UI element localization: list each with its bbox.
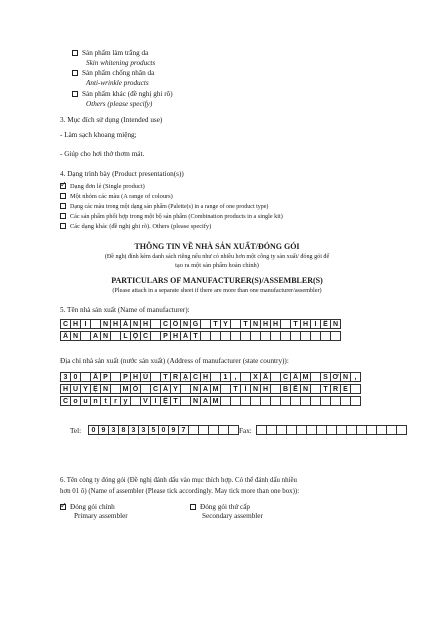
presentation-option-3-label: Dạng các màu trong một dạng sản phẩm (Palette(s) in a range of one product type) xyxy=(70,204,269,210)
assembler-option-secondary xyxy=(190,503,250,511)
char-cell[interactable]: Ỉ xyxy=(240,384,251,394)
char-cell[interactable]: N xyxy=(180,319,191,329)
section6-heading-2: hơn 01 ô) (Name of assembler (Please tick accordingly. May tick more than one box)): xyxy=(60,488,300,495)
char-cell[interactable]: H xyxy=(300,319,311,329)
manufacturer-title-vi: THÔNG TIN VỀ NHÀ SẢN XUẤT/ĐÓNG GÓI xyxy=(134,242,300,251)
char-cell[interactable]: N xyxy=(250,319,261,329)
char-cell[interactable]: N xyxy=(250,384,261,394)
char-cell[interactable]: P xyxy=(120,372,131,382)
secondary-assembler-vi: Đóng gói thứ cấp xyxy=(200,503,251,511)
char-cell[interactable]: T xyxy=(320,384,331,394)
char-cell[interactable]: R xyxy=(170,372,181,382)
char-cell[interactable]: H xyxy=(60,384,71,394)
char-cell[interactable]: T xyxy=(160,372,171,382)
char-cell[interactable]: C xyxy=(160,319,171,329)
char-cell[interactable]: N xyxy=(100,331,111,341)
char-cell[interactable]: Ẩ xyxy=(290,372,301,382)
presentation-option-4 xyxy=(60,213,283,221)
char-cell[interactable]: T xyxy=(210,319,221,329)
char-cell[interactable]: Ạ xyxy=(180,372,191,382)
char-cell[interactable]: 3 xyxy=(128,425,139,435)
presentation-option-2-label: Một nhóm các màu (A range of colours) xyxy=(70,193,173,200)
char-cell[interactable]: , xyxy=(350,372,361,382)
char-cell[interactable]: y xyxy=(120,396,131,406)
char-cell[interactable]: À xyxy=(160,384,171,394)
char-cell[interactable]: R xyxy=(330,384,341,394)
char-cell[interactable]: T xyxy=(190,331,201,341)
address-label: Địa chỉ nhà sản xuất (nước sản xuất) (Address of manufacturer (state country)): xyxy=(60,357,289,365)
char-cell[interactable]: Á xyxy=(120,319,131,329)
manufacturer-note-vi-1: (Đề nghị đính kèm danh sách riêng nếu như có nhiều hơn một công ty sản xuất/ đóng gói để xyxy=(104,254,330,260)
char-cell[interactable] xyxy=(350,396,361,406)
char-cell[interactable]: U xyxy=(70,384,81,394)
address-row-3[interactable] xyxy=(60,396,360,406)
char-cell[interactable]: H xyxy=(110,319,121,329)
product-type-1-en: Skin whitening products xyxy=(86,59,156,67)
presentation-option-3 xyxy=(60,203,268,211)
fax-label: Fax: xyxy=(239,427,252,435)
char-cell[interactable]: t xyxy=(100,396,111,406)
tel-label: Tel: xyxy=(70,427,82,435)
char-cell[interactable]: 9 xyxy=(98,425,109,435)
char-cell[interactable]: X xyxy=(250,372,261,382)
product-type-2-en: Anti-wrinkle products xyxy=(86,79,149,87)
char-cell[interactable]: N xyxy=(300,384,311,394)
char-cell[interactable]: C xyxy=(150,384,161,394)
manufacturer-name-row-2[interactable] xyxy=(60,331,340,341)
char-cell[interactable]: r xyxy=(110,396,121,406)
char-cell[interactable]: 1 xyxy=(220,372,231,382)
char-cell[interactable]: 3 xyxy=(108,425,119,435)
char-cell[interactable]: 5 xyxy=(148,425,159,435)
char-cell[interactable]: N xyxy=(340,372,351,382)
product-type-2-vi: Sản phẩm chống nhăn da xyxy=(82,69,155,77)
char-cell[interactable]: Á xyxy=(180,331,191,341)
checkbox-single-product[interactable] xyxy=(60,183,66,189)
char-cell[interactable]: P xyxy=(100,372,111,382)
char-cell[interactable]: n xyxy=(90,396,101,406)
char-cell[interactable]: E xyxy=(340,384,351,394)
primary-assembler-en: Primary assembler xyxy=(74,512,128,520)
char-cell[interactable]: Ộ xyxy=(130,331,141,341)
product-type-1-vi: Sản phẩm làm trắng da xyxy=(82,49,149,57)
assembler-option-primary xyxy=(60,503,115,511)
char-cell[interactable]: C xyxy=(190,372,201,382)
char-cell[interactable] xyxy=(350,384,361,394)
manufacturer-note-en: (Please attach in a separate sheet if there are more than one manufacturer/assembler) xyxy=(112,287,322,294)
checkbox-other-forms[interactable] xyxy=(60,223,66,229)
char-cell[interactable]: N xyxy=(100,319,111,329)
char-cell[interactable]: M xyxy=(210,384,221,394)
char-cell[interactable]: A xyxy=(90,331,101,341)
char-cell[interactable]: Ô xyxy=(170,319,181,329)
checkbox-secondary-assembler[interactable] xyxy=(190,504,196,510)
manufacturer-note-vi-2: tạo ra một sản phẩm hoàn chỉnh) xyxy=(175,262,259,269)
char-cell[interactable]: C xyxy=(140,331,151,341)
char-cell[interactable]: T xyxy=(240,319,251,329)
presentation-option-1 xyxy=(60,183,145,191)
char-cell[interactable]: T xyxy=(290,319,301,329)
char-cell[interactable]: H xyxy=(200,372,211,382)
char-cell[interactable]: Y xyxy=(220,319,231,329)
char-cell[interactable]: H xyxy=(270,319,281,329)
char-cell[interactable]: Â xyxy=(60,331,71,341)
char-cell[interactable]: H xyxy=(170,331,181,341)
char-cell[interactable]: T xyxy=(170,396,181,406)
char-cell[interactable]: Y xyxy=(80,384,91,394)
char-cell[interactable]: V xyxy=(140,396,151,406)
presentation-option-5 xyxy=(60,223,211,231)
char-cell[interactable]: N xyxy=(70,331,81,341)
address-row-1[interactable] xyxy=(60,372,360,382)
char-cell[interactable]: Ỏ xyxy=(130,384,141,394)
intended-use-line-2: - Giúp cho hơi thở thơm mát. xyxy=(60,150,145,158)
char-cell[interactable]: Ê xyxy=(320,319,331,329)
address-row-2[interactable] xyxy=(60,384,360,394)
char-cell[interactable]: Ệ xyxy=(90,384,101,394)
char-cell[interactable]: 0 xyxy=(88,425,99,435)
product-type-1 xyxy=(72,49,148,57)
char-cell[interactable] xyxy=(330,331,341,341)
char-cell[interactable]: L xyxy=(120,331,131,341)
char-cell[interactable]: 0 xyxy=(158,425,169,435)
char-cell[interactable] xyxy=(396,425,407,435)
primary-assembler-vi: Đóng gói chính xyxy=(70,503,115,511)
product-type-2 xyxy=(72,69,154,77)
char-cell[interactable]: P xyxy=(160,331,171,341)
char-cell[interactable]: N xyxy=(100,384,111,394)
char-cell[interactable]: B xyxy=(280,384,291,394)
char-cell[interactable]: H xyxy=(140,319,151,329)
char-cell[interactable]: I xyxy=(310,319,321,329)
char-cell[interactable]: H xyxy=(130,372,141,382)
char-cell[interactable]: T xyxy=(230,384,241,394)
char-cell[interactable]: N xyxy=(330,319,341,329)
char-cell[interactable]: C xyxy=(60,396,71,406)
char-cell[interactable]: S xyxy=(320,372,331,382)
char-cell[interactable]: N xyxy=(190,384,201,394)
char-cell[interactable]: M xyxy=(300,372,311,382)
char-cell[interactable]: , xyxy=(230,372,241,382)
presentation-option-4-label: Các sản phẩm phối hợp trong một bộ sản phẩm (Combination products in a single kit) xyxy=(70,213,283,220)
char-cell[interactable]: H xyxy=(260,384,271,394)
char-cell[interactable]: I xyxy=(150,396,161,406)
char-cell[interactable]: A xyxy=(200,396,211,406)
char-cell[interactable]: I xyxy=(80,319,91,329)
char-cell[interactable] xyxy=(228,425,239,435)
char-cell[interactable]: A xyxy=(200,384,211,394)
char-cell[interactable]: o xyxy=(70,396,81,406)
manufacturer-name-row-1[interactable] xyxy=(60,319,340,329)
char-cell[interactable]: Y xyxy=(170,384,181,394)
char-cell[interactable]: Ã xyxy=(260,372,271,382)
presentation-option-2 xyxy=(60,193,173,201)
char-cell[interactable]: H xyxy=(260,319,271,329)
char-cell[interactable]: C xyxy=(280,372,291,382)
product-type-3 xyxy=(72,90,173,98)
char-cell[interactable]: M xyxy=(210,396,221,406)
char-cell[interactable]: G xyxy=(190,319,201,329)
char-cell[interactable]: u xyxy=(80,396,91,406)
checkbox-primary-assembler[interactable] xyxy=(60,504,66,510)
section3-heading: 3. Mục đích sử dụng (Intended use) xyxy=(60,116,163,124)
manufacturer-title-en: PARTICULARS OF MANUFACTURER(S)/ASSEMBLER(S) xyxy=(111,276,323,285)
tel-field[interactable] xyxy=(88,425,238,435)
section4-heading: 4. Dạng trình bày (Product presentation(s)) xyxy=(60,170,184,178)
char-cell[interactable]: 9 xyxy=(168,425,179,435)
product-type-3-en: Others (please specify) xyxy=(86,100,153,108)
checkbox-others[interactable] xyxy=(72,91,78,97)
checkbox-range-of-colours[interactable] xyxy=(60,193,66,199)
checkbox-skin-whitening[interactable] xyxy=(72,50,78,56)
fax-field[interactable] xyxy=(256,425,406,435)
char-cell[interactable]: Ế xyxy=(290,384,301,394)
char-cell[interactable]: 8 xyxy=(118,425,129,435)
product-type-3-vi: Sản phẩm khác (đề nghị ghi rõ) xyxy=(82,90,173,98)
presentation-option-5-label: Các dạng khác (đề nghị ghi rõ). Others (please specify) xyxy=(70,223,212,230)
char-cell[interactable]: N xyxy=(130,319,141,329)
char-cell[interactable]: H xyxy=(70,319,81,329)
char-cell[interactable]: N xyxy=(190,396,201,406)
char-cell[interactable]: 0 xyxy=(70,372,81,382)
char-cell[interactable]: 7 xyxy=(178,425,189,435)
checkbox-palette[interactable] xyxy=(60,203,66,209)
section5-heading: 5. Tên nhà sản xuất (Name of manufacturer): xyxy=(60,306,190,314)
char-cell[interactable]: 3 xyxy=(60,372,71,382)
checkbox-combination[interactable] xyxy=(60,213,66,219)
presentation-option-1-label: Dạng đơn lẻ (Single product) xyxy=(70,183,145,190)
checkbox-anti-wrinkle[interactable] xyxy=(72,70,78,76)
char-cell[interactable]: M xyxy=(120,384,131,394)
section6-heading-1: 6. Tên công ty đóng gói (Đề nghị đánh dấu vào mục thích hợp. Có thể đánh dấu nhiều xyxy=(60,477,297,484)
char-cell[interactable]: Ơ xyxy=(330,372,341,382)
char-cell[interactable]: Ệ xyxy=(160,396,171,406)
char-cell[interactable]: 3 xyxy=(138,425,149,435)
char-cell[interactable]: Ú xyxy=(140,372,151,382)
intended-use-line-1: - Làm sạch khoang miệng; xyxy=(60,131,137,139)
char-cell[interactable]: C xyxy=(60,319,71,329)
secondary-assembler-en: Secondary assembler xyxy=(202,512,263,520)
char-cell[interactable]: Ấ xyxy=(90,372,101,382)
